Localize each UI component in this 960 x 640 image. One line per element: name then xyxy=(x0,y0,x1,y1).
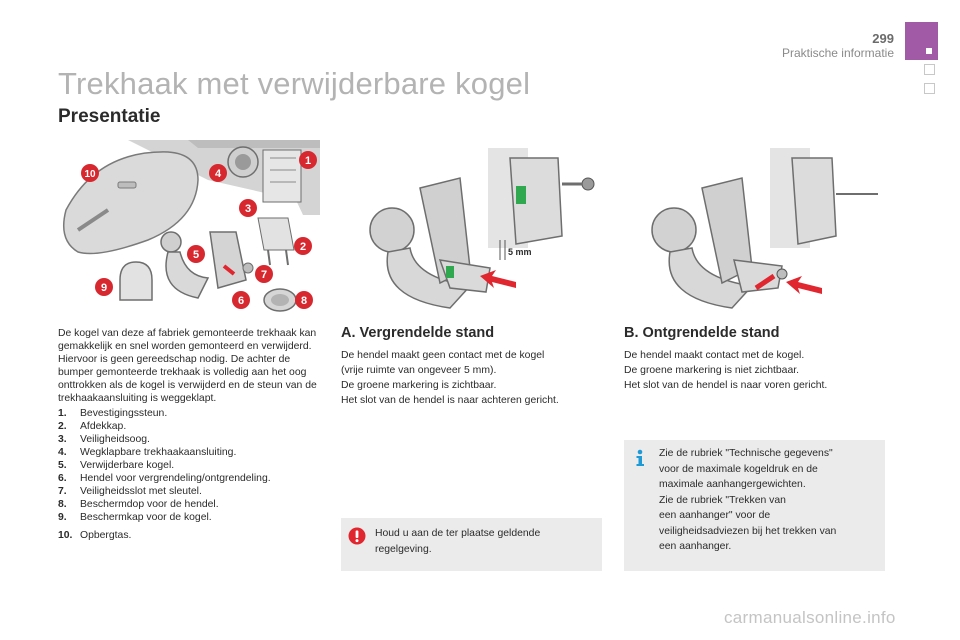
list-item-number: 8. xyxy=(58,499,67,511)
callout-5 xyxy=(186,244,206,264)
info-line: Zie de rubriek "Trekken van xyxy=(659,494,786,506)
warning-text xyxy=(375,526,540,557)
list-item xyxy=(58,529,323,542)
list-item-label: Bevestigingssteun. xyxy=(80,407,168,419)
list-item-number: 9. xyxy=(58,512,67,524)
intro-block xyxy=(58,327,323,543)
list-item xyxy=(58,511,323,524)
locked-position-illustration xyxy=(340,148,598,315)
unlocked-position-illustration xyxy=(622,148,884,315)
callout-10 xyxy=(80,163,100,183)
callout-1-label: 1 xyxy=(304,155,312,167)
list-item xyxy=(58,459,323,472)
callout-1 xyxy=(298,150,318,170)
list-item-label: Verwijderbare kogel. xyxy=(80,459,175,471)
chapter-title: Praktische informatie xyxy=(781,46,894,60)
chapter-tab-mark xyxy=(926,48,932,54)
section-b-line: De hendel maakt contact met de kogel. xyxy=(624,350,805,361)
callout-8 xyxy=(294,290,314,310)
info-note xyxy=(624,440,885,571)
section-a-text xyxy=(341,348,603,408)
section-a-line: Het slot van de hendel is naar achteren gericht. xyxy=(341,395,559,406)
callout-9 xyxy=(94,277,114,297)
section-a-line: De hendel maakt geen contact met de kogel xyxy=(341,350,545,361)
list-item-label: Afdekkap. xyxy=(80,420,127,432)
list-item-label: Wegklapbare trekhaakaansluiting. xyxy=(80,446,237,458)
list-item-label: Beschermkap voor de kogel. xyxy=(80,512,212,524)
info-line: een aanhanger. xyxy=(659,541,732,552)
callout-2-label: 2 xyxy=(299,241,307,253)
warning-note xyxy=(341,518,602,571)
watermark: carmanualsonline.info xyxy=(724,608,896,627)
chapter-tab-empty-1 xyxy=(924,64,935,75)
callout-7-label: 7 xyxy=(260,269,268,281)
list-item-label: Beschermdop voor de hendel. xyxy=(80,499,219,511)
chapter-tab xyxy=(905,22,938,60)
callout-6 xyxy=(231,290,251,310)
section-b-line: De groene markering is niet zichtbaar. xyxy=(624,365,799,376)
callout-3 xyxy=(238,198,258,218)
section-a-line: (vrije ruimte van ongeveer 5 mm). xyxy=(341,365,497,376)
warning-icon xyxy=(348,527,366,550)
info-line: Zie de rubriek "Technische gegevens" xyxy=(659,448,833,459)
callout-2 xyxy=(293,236,313,256)
callout-7 xyxy=(254,264,274,284)
parts-illustration xyxy=(58,140,320,315)
section-b-text xyxy=(624,348,886,393)
info-line: een aanhanger" voor de xyxy=(659,510,771,521)
list-item xyxy=(58,485,323,498)
list-item-number: 7. xyxy=(58,486,67,498)
callout-9-label: 9 xyxy=(100,282,108,294)
list-item-label: Veiligheidsoog. xyxy=(80,433,150,445)
chapter-tab-empty-2 xyxy=(924,83,935,94)
list-item-number: 2. xyxy=(58,420,67,432)
list-item-number: 5. xyxy=(58,459,67,471)
callout-10-label: 10 xyxy=(84,169,96,180)
section-subtitle: Presentatie xyxy=(58,106,161,127)
callout-6-label: 6 xyxy=(237,295,245,307)
list-item-label: Opbergtas. xyxy=(80,530,132,542)
info-line: voor de maximale kogeldruk en de xyxy=(659,463,818,475)
list-item xyxy=(58,420,323,433)
list-item-number: 6. xyxy=(58,473,67,485)
page-number: 299 xyxy=(872,31,894,46)
list-item-number: 4. xyxy=(58,446,67,458)
intro-text: De kogel van deze af fabriek gemonteerde trekhaak kan gemakkelijk en snel worden gemonteerd en verwijderd. Hiervoor is geen gereedschap nodig. De achter de bumper gemonteerde trekhaak is volledig aan het oog onttrokken als de kogel is verwijderd en de steun van de trekhaakaansluiting is weggeklapt. xyxy=(58,328,317,405)
list-item xyxy=(58,407,323,420)
section-b-line: Het slot van de hendel is naar voren gericht. xyxy=(624,380,828,391)
list-item-number: 3. xyxy=(58,433,67,445)
list-item xyxy=(58,498,323,511)
callout-5-label: 5 xyxy=(192,249,200,261)
callout-4 xyxy=(208,163,228,183)
list-item xyxy=(58,433,323,446)
info-line: veiligheidsadviezen bij het trekken van xyxy=(659,525,837,537)
section-a-line: De groene markering is zichtbaar. xyxy=(341,380,497,391)
dimension-label: 5 mm xyxy=(508,247,532,257)
section-b-title: B. Ontgrendelde stand xyxy=(624,325,780,341)
info-line: maximale aanhangergewichten. xyxy=(659,479,806,490)
callout-3-label: 3 xyxy=(244,203,252,215)
callout-8-label: 8 xyxy=(300,295,308,307)
list-item-number: 1. xyxy=(58,407,67,419)
list-item-label: Hendel voor vergrendeling/ontgrendeling. xyxy=(80,473,271,485)
page-title: Trekhaak met verwijderbare kogel xyxy=(58,66,531,101)
parts-list xyxy=(58,407,323,543)
warning-line: Houd u aan de ter plaatse geldende xyxy=(375,528,541,539)
list-item-number: 10. xyxy=(58,530,73,542)
callout-4-label: 4 xyxy=(214,168,222,180)
info-icon xyxy=(632,449,648,472)
warning-line: regelgeving. xyxy=(375,543,432,555)
section-a-title: A. Vergrendelde stand xyxy=(341,325,495,341)
list-item xyxy=(58,446,323,459)
list-item-label: Veiligheidsslot met sleutel. xyxy=(80,486,202,498)
list-item xyxy=(58,472,323,485)
info-text xyxy=(659,446,836,555)
